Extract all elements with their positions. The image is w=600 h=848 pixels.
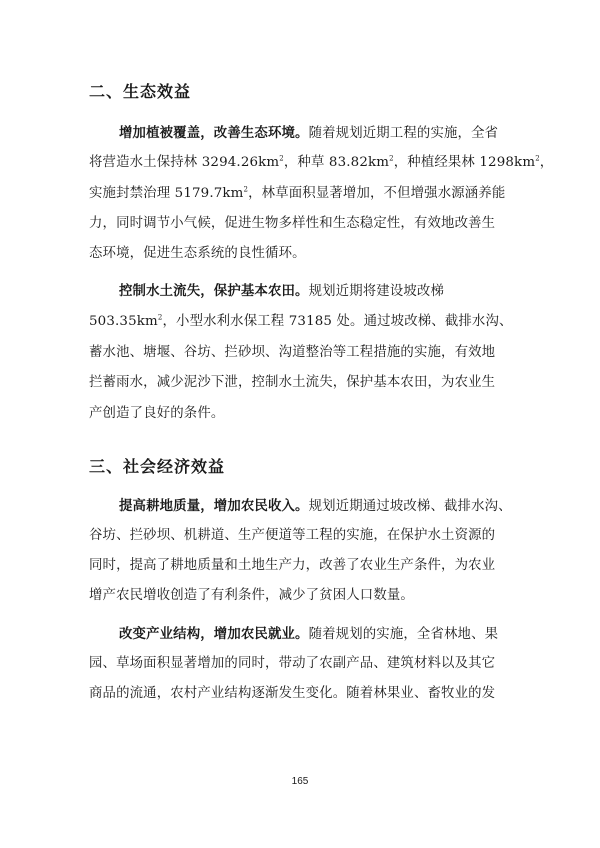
paragraph-lead: 控制水土流失，保护基本农田。 xyxy=(119,283,309,299)
paragraph-line: 增加植被覆盖，改善生态环境。随着规划近期工程的实施，全省 xyxy=(119,125,499,141)
paragraph-line: 园、草场面积显著增加的同时，带动了农副产品、建筑材料以及其它 xyxy=(89,656,496,671)
section-heading-socioeconomic: 三、社会经济效益 xyxy=(89,457,226,476)
paragraph-line: 蓄水池、塘堰、谷坊、拦砂坝、沟道整治等工程措施的实施，有效地 xyxy=(89,345,496,360)
paragraph-line: 拦蓄雨水，减少泥沙下泄，控制水土流失，保护基本农田，为农业生 xyxy=(89,375,496,390)
page-number: 165 xyxy=(291,776,309,787)
paragraph-line: 控制水土流失，保护基本农田。规划近期将建设坡改梯 xyxy=(119,283,444,299)
paragraph-line: 态环境，促进生态系统的良性循环。 xyxy=(89,246,306,261)
paragraph-line: 提高耕地质量，增加农民收入。规划近期通过坡改梯、截排水沟、 xyxy=(119,498,512,514)
paragraph-line: 改变产业结构，增加农民就业。随着规划的实施，全省林地、果 xyxy=(119,626,499,642)
section-heading-ecological: 二、生态效益 xyxy=(89,82,192,101)
paragraph-line: 产创造了良好的条件。 xyxy=(89,406,225,421)
paragraph-lead: 提高耕地质量，增加农民收入。 xyxy=(119,498,309,514)
paragraph-line: 增产农民增收创造了有利条件，减少了贫困人口数量。 xyxy=(89,588,414,603)
paragraph-lead: 增加植被覆盖，改善生态环境。 xyxy=(119,125,309,141)
paragraph-line: 力，同时调节小气候，促进生物多样性和生态稳定性，有效地改善生 xyxy=(89,216,496,231)
paragraph-line: 谷坊、拦砂坝、机耕道、生产便道等工程的实施，在保护水土资源的 xyxy=(89,528,496,543)
paragraph-line: 商品的流通，农村产业结构逐渐发生变化。随着林果业、畜牧业的发 xyxy=(89,686,496,701)
paragraph-line: 实施封禁治理 $5179.7km^2$，林草面积显著增加，不但增强水源涵养能 xyxy=(89,185,506,201)
paragraph-line: 同时，提高了耕地质量和土地生产力，改善了农业生产条件，为农业 xyxy=(89,558,496,573)
paragraph-line: $503.35km^2$，小型水利水保工程 73185 处。通过坡改梯、截排水沟、 xyxy=(89,313,513,329)
paragraph-line: 将营造水土保持林 $3294.26km^2$，种草 $83.82km^2$，种植经果林 $1298km^2$， xyxy=(89,154,554,170)
paragraph-lead: 改变产业结构，增加农民就业。 xyxy=(119,626,309,642)
